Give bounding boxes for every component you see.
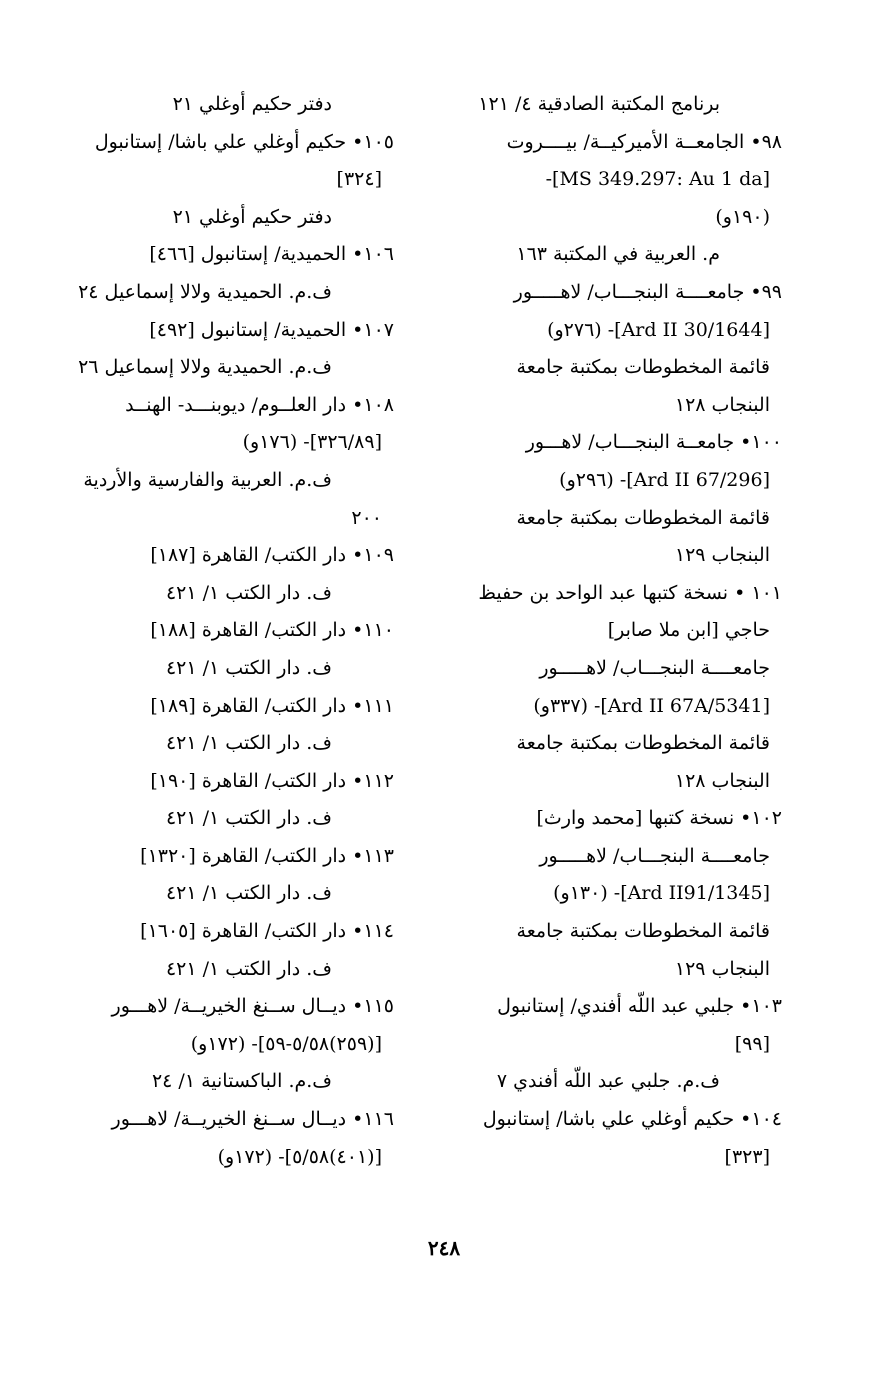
entry-116-heading: ١١٦• ديــال ســنغ الخيريــة/ لاهـــور [111,1108,394,1131]
entry-112-heading: ١١٢• دار الكتب/ القاهرة [١٩٠] [150,769,394,792]
text-line: ف. دار الكتب ١/ ٤٢١ [165,882,332,905]
text-line: [Ard II 67A/5341]- (٣٣٧و) [533,694,770,717]
text-line: [Ard II 30/1644]- (٢٧٦و) [547,318,770,341]
text-line: حاجي [ابن ملا صابر] [607,619,770,642]
entry-110-heading: ١١٠• دار الكتب/ القاهرة [١٨٨] [150,619,394,642]
text-line: جامعــــة البنجـــاب/ لاهـــــور [539,844,770,867]
text-line: قائمة المخطوطات بمكتبة جامعة [516,356,770,379]
entry-104-heading: ١٠٤• حكيم أوغلي علي باشا/ إستانبول [482,1108,782,1131]
text-line: ف.م. الحميدية ولالا إسماعيل ٢٤ [78,280,332,303]
text-line: [٣٢٣] [724,1145,770,1168]
entry-103-heading: ١٠٣• جلبي عبد اللّه أفندي/ إستانبول [497,995,782,1018]
text-line: البنجاب ١٢٨ [674,393,770,416]
text-line: البنجاب ١٢٩ [674,957,770,980]
entry-107-heading: ١٠٧• الحميدية/ إستانبول [٤٩٢] [149,318,394,341]
text-line: ف.م. العربية والفارسية والأردية [83,468,332,491]
text-line: قائمة المخطوطات بمكتبة جامعة [516,732,770,755]
text-line: [(٤٠١)٥/٥٨]- (١٧٢و) [217,1145,382,1168]
entry-106-heading: ١٠٦• الحميدية/ إستانبول [٤٦٦] [149,243,394,266]
text-line: ف. دار الكتب ١/ ٤٢١ [165,656,332,679]
text-line: ف. دار الكتب ١/ ٤٢١ [165,581,332,604]
text-line: [٣٢٦/٨٩]- (١٧٦و) [242,431,382,454]
text-line: جامعــــة البنجـــاب/ لاهـــــور [539,656,770,679]
text-line: [(٢٥٩)٥/٥٨-٥٩]- (١٧٢و) [190,1032,382,1055]
entry-101-heading: ١٠١ • نسخة كتبها عبد الواحد بن حفيظ [478,581,782,604]
text-line: م. العربية في المكتبة ١٦٣ [516,243,720,266]
text-line: (١٩٠و) [715,205,770,228]
page-number: ٢٤٨ [427,1236,461,1260]
entry-100-heading: ١٠٠• جامعــة البنجـــاب/ لاهـــور [525,431,782,454]
text-line: ف. دار الكتب ١/ ٤٢١ [165,807,332,830]
entry-114-heading: ١١٤• دار الكتب/ القاهرة [١٦٠٥] [140,920,394,943]
text-line: ف.م. الباكستانية ١/ ٢٤ [151,1070,332,1093]
entry-105-heading: ١٠٥• حكيم أوغلي علي باشا/ إستانبول [94,130,394,153]
text-line: ف.م. الحميدية ولالا إسماعيل ٢٦ [78,356,332,379]
entry-108-heading: ١٠٨• دار العلــوم/ ديوبنـــد- الهنــد [125,393,394,416]
text-line: دفتر حكيم أوغلي ٢١ [172,205,332,228]
text-line: ف. دار الكتب ١/ ٤٢١ [165,732,332,755]
text-line: [٣٢٤] [336,168,382,191]
text-line: ف.م. جلبي عبد اللّه أفندي ٧ [496,1070,720,1093]
text-line: [٩٩] [734,1032,770,1055]
entry-99-heading: ٩٩• جامعــــة البنجـــاب/ لاهـــــور [513,280,782,303]
entry-98-heading: ٩٨• الجامعــة الأميركيــة/ بيــــروت [506,130,782,153]
entry-113-heading: ١١٣• دار الكتب/ القاهرة [١٣٢٠] [140,844,394,867]
text-line: [Ard II 67/296]- (٢٩٦و) [559,468,770,491]
right-column [436,86,782,1176]
text-line: دفتر حكيم أوغلي ٢١ [172,93,332,115]
text-line: البنجاب ١٢٨ [674,769,770,792]
text-line: ف. دار الكتب ١/ ٤٢١ [165,957,332,980]
text-line: البنجاب ١٢٩ [674,544,770,567]
entry-111-heading: ١١١• دار الكتب/ القاهرة [١٨٩] [150,694,394,717]
text-line: ٢٠٠ [351,506,382,529]
entry-115-heading: ١١٥• ديــال ســنغ الخيريــة/ لاهـــور [111,995,394,1018]
text-line: قائمة المخطوطات بمكتبة جامعة [516,506,770,529]
text-line: [MS 349.297: Au 1 da]- [545,168,770,191]
entry-102-heading: ١٠٢• نسخة كتبها [محمد وارث] [536,807,782,830]
text-line: قائمة المخطوطات بمكتبة جامعة [516,920,770,943]
text-line: برنامج المكتبة الصادقية ٤/ ١٢١ [478,93,720,115]
entry-109-heading: ١٠٩• دار الكتب/ القاهرة [١٨٧] [150,544,394,567]
text-line: [Ard II91/1345]- (١٣٠و) [553,882,770,905]
left-column [48,86,394,1176]
